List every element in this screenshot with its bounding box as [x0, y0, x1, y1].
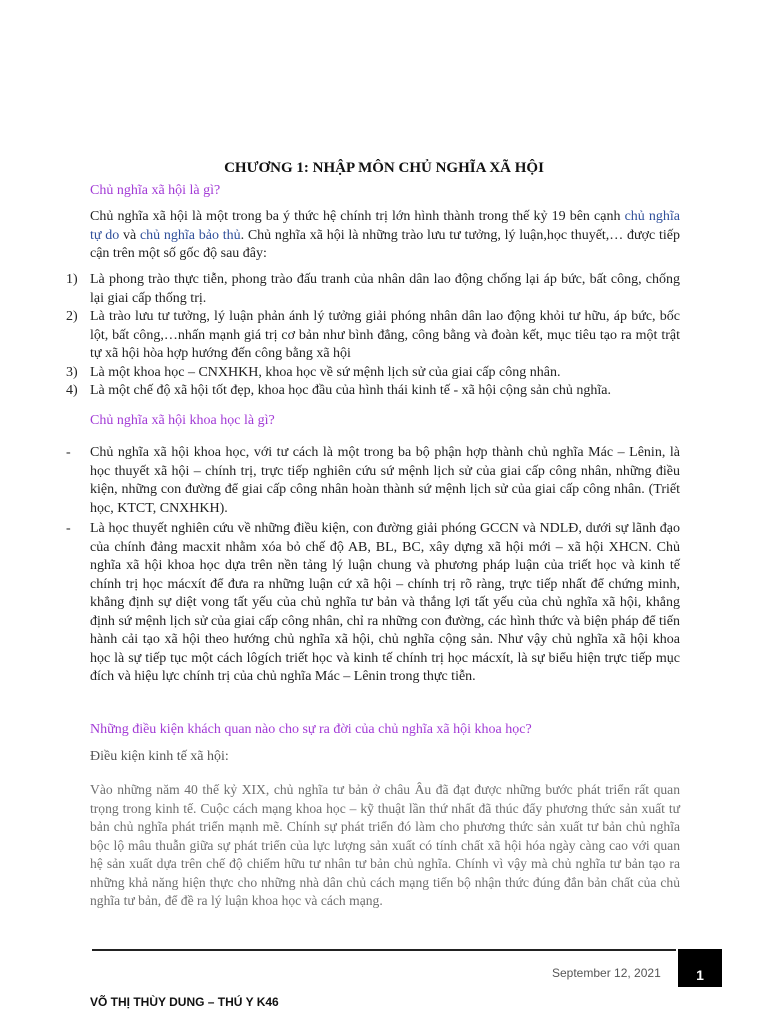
link-conservatism[interactable]: chủ nghĩa bảo thủ [139, 227, 241, 243]
footer-author: VÕ THỊ THÙY DUNG – THÚ Y K46 [90, 995, 279, 1009]
intro-text-part1: Chủ nghĩa xã hội là một trong ba ý thức hệ chính trị lớn hình thành trong thế kỷ 19 bên cạnh [90, 209, 625, 224]
intro-paragraph [90, 208, 680, 264]
intro-text-part2: . Chủ nghĩa xã hội là những trào lưu tư tưởng, lý luận,học thuyết,… được tiếp cận trên một số gốc độ sau đây: [90, 227, 680, 261]
list-item [66, 364, 680, 383]
list-item [66, 382, 680, 401]
list-number: 1) [66, 272, 78, 287]
chapter-title: CHƯƠNG 1: NHẬP MÔN CHỦ NGHĨA XÃ HỘI [224, 160, 544, 176]
dash-mark: - [66, 521, 71, 536]
section-heading-conditions: Những điều kiện khách quan nào cho sự ra đời của chủ nghĩa xã hội khoa học? [90, 722, 532, 737]
dash-item [66, 520, 680, 687]
footer-date: September 12, 2021 [552, 966, 661, 980]
section-heading-socialism: Chủ nghĩa xã hội là gì? [90, 183, 221, 198]
list-item-text: Là trào lưu tư tưởng, lý luận phản ánh lý tưởng giải phóng nhân dân lao động khỏi tư hữu, áp bức, bốc lột, bất công,…nhấn mạnh giá trị cơ bản như bình đẳng, công bằng và đoàn kết, mục tiêu tạo ra một trật tự xã hội hòa hợp hướng đến công bằng xã hội [90, 309, 680, 361]
intro-text-and: và [119, 227, 140, 243]
list-item-text: Là một chế độ xã hội tốt đẹp, khoa học đầu của hình thái kinh tế - xã hội cộng sản chủ nghĩa. [90, 383, 611, 398]
list-number: 4) [66, 383, 78, 398]
list-item-text: Là một khoa học – CNXHKH, khoa học về sứ mệnh lịch sử của giai cấp công nhân. [90, 364, 561, 380]
list-number: 3) [66, 364, 78, 380]
page-number: 1 [696, 967, 704, 983]
subheading-economic-conditions: Điều kiện kinh tế xã hội: [90, 749, 229, 764]
dash-item-text: Chủ nghĩa xã hội khoa học, với tư cách là một trong ba bộ phận hợp thành chủ nghĩa Mác – Lênin, là học thuyết xã hội – chính trị, trực tiếp nghiên cứu sứ mệnh lịch sử của giai cấp công nhân, những điều kiện, những con đường để giai cấp công nhân hoàn thành sứ mệnh lịch sử của giai cấp công nhân. (Triết học, KTCT, CNXHKH). [90, 445, 680, 516]
dash-list [66, 444, 680, 689]
list-item [66, 271, 680, 308]
list-item-text: Là phong trào thực tiễn, phong trào đấu tranh của nhân dân lao động chống lại áp bức, bất công, chống lại giai cấp thống trị. [90, 272, 680, 306]
dash-item [66, 444, 680, 518]
economic-conditions-paragraph: Vào những năm 40 thế kỷ XIX, chủ nghĩa tư bản ở châu Âu đã đạt được những bước phát triển rất quan trọng trong kinh tế. Cuộc cách mạng khoa học – kỹ thuật lần thứ nhất đã thúc đẩy phương thức sản xuất tư bản chủ nghĩa phát triển mạnh mẽ. Chính sự phát triển đó làm cho phương thức sản xuất tư bản chủ nghĩa bộc lộ mâu thuẫn giữa sự phát triển của lực lượng sản xuất có tính chất xã hội hóa ngày càng cao với quan hệ sản xuất dựa trên chế độ chiếm hữu tư nhân tư bản chủ nghĩa. Chính vì vậy mà chủ nghĩa tư bản tạo ra những khả năng hiện thực cho những nhà dân chủ cách mạng tiến bộ nhận thức đúng đắn bản chất của chủ nghĩa tư bản, để đề ra lý luận khoa học và cách mạng. [90, 782, 680, 908]
list-number: 2) [66, 309, 78, 324]
dash-item-text: Là học thuyết nghiên cứu về những điều kiện, con đường giải phóng GCCN và NDLĐ, dưới sự lãnh đạo của chính đảng macxit nhằm xóa bỏ chế độ AB, BL, BC, xây dựng xã hội mới – xã hội XHCN. Chủ nghĩa xã hội khoa học dựa trên nền tảng lý luận chung và phương pháp luận của triết học và kinh tế chính trị học mácxít để đưa ra những luận cứ xã hội – chính trị rõ ràng, trực tiếp nhất để chứng minh, khẳng định sự diệt vong tất yếu của chủ nghĩa tư bản và thắng lợi tất yếu của chủ nghĩa xã hội, khẳng định sứ mệnh lịch sử của giai cấp công nhân, chỉ ra những con đường, các hình thức và biện pháp để tiến hành cải tạo xã hội theo hướng chủ nghĩa xã hội, chủ nghĩa cộng sản. Như vậy chủ nghĩa xã hội khoa học là sự tiếp tục một cách lôgích triết học và kinh tế chính trị học mácxít, là sự biểu hiện trực tiếp mục đích và hiệu lực chính trị của chủ nghĩa Mác – Lênin trong thực tiễn. [90, 521, 680, 684]
page-number-box [678, 949, 722, 987]
footer-divider [92, 949, 676, 951]
list-item [66, 308, 680, 364]
dash-mark: - [66, 445, 71, 460]
numbered-list [66, 271, 680, 401]
section-heading-scientific-socialism: Chủ nghĩa xã hội khoa học là gì? [90, 413, 275, 428]
link-liberalism[interactable]: chủ nghĩa tự do [90, 209, 680, 243]
